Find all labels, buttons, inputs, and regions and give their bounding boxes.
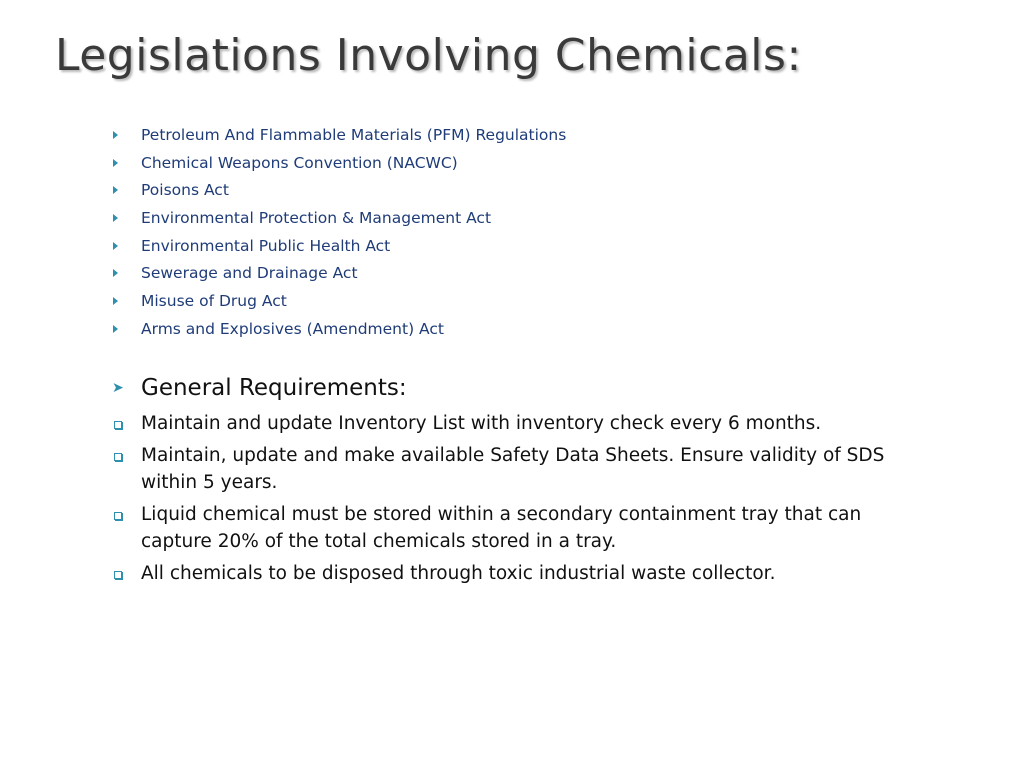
triangle-bullet-icon bbox=[113, 186, 118, 194]
list-item bbox=[112, 261, 912, 289]
square-bullet-icon bbox=[114, 571, 122, 579]
legislation-list bbox=[112, 123, 912, 345]
legislation-label: Chemical Weapons Convention (NACWC) bbox=[141, 153, 458, 172]
list-item bbox=[112, 206, 912, 234]
arrow-bullet-icon: ➤ bbox=[112, 380, 124, 396]
requirement-text: Liquid chemical must be stored within a secondary containment tray that can capture 20% of the total chemicals stored in a tray. bbox=[141, 504, 862, 552]
legislation-label: Poisons Act bbox=[141, 181, 229, 200]
list-item bbox=[112, 442, 932, 496]
legislation-label: Misuse of Drug Act bbox=[141, 292, 287, 311]
list-item bbox=[112, 178, 912, 206]
legislation-label: Environmental Public Health Act bbox=[141, 236, 391, 255]
general-requirements-section bbox=[112, 372, 932, 592]
list-item bbox=[112, 151, 912, 179]
legislation-label: Environmental Protection & Management Act bbox=[141, 209, 492, 228]
general-requirements-heading bbox=[112, 372, 932, 404]
triangle-bullet-icon bbox=[113, 131, 118, 139]
slide-title: Legislations Involving Chemicals: bbox=[55, 30, 802, 81]
square-bullet-icon bbox=[114, 421, 122, 429]
list-item bbox=[112, 234, 912, 262]
requirement-text: All chemicals to be disposed through toxic industrial waste collector. bbox=[141, 563, 776, 584]
requirement-text: Maintain and update Inventory List with inventory check every 6 months. bbox=[141, 413, 822, 434]
triangle-bullet-icon bbox=[113, 214, 118, 222]
square-bullet-icon bbox=[114, 512, 122, 520]
list-item bbox=[112, 289, 912, 317]
list-item bbox=[112, 410, 932, 437]
triangle-bullet-icon bbox=[113, 269, 118, 277]
square-bullet-icon bbox=[114, 453, 122, 461]
list-item bbox=[112, 317, 912, 345]
list-item bbox=[112, 123, 912, 151]
legislation-label: Arms and Explosives (Amendment) Act bbox=[141, 319, 444, 338]
triangle-bullet-icon bbox=[113, 325, 118, 333]
triangle-bullet-icon bbox=[113, 242, 118, 250]
list-item bbox=[112, 560, 932, 587]
heading-label: General Requirements: bbox=[141, 375, 407, 401]
triangle-bullet-icon bbox=[113, 297, 118, 305]
requirements-list bbox=[112, 410, 932, 587]
requirement-text: Maintain, update and make available Safety Data Sheets. Ensure validity of SDS within 5 years. bbox=[141, 445, 885, 493]
legislation-label: Sewerage and Drainage Act bbox=[141, 264, 358, 283]
triangle-bullet-icon bbox=[113, 159, 118, 167]
list-item bbox=[112, 501, 932, 555]
legislation-label: Petroleum And Flammable Materials (PFM) Regulations bbox=[141, 126, 567, 144]
